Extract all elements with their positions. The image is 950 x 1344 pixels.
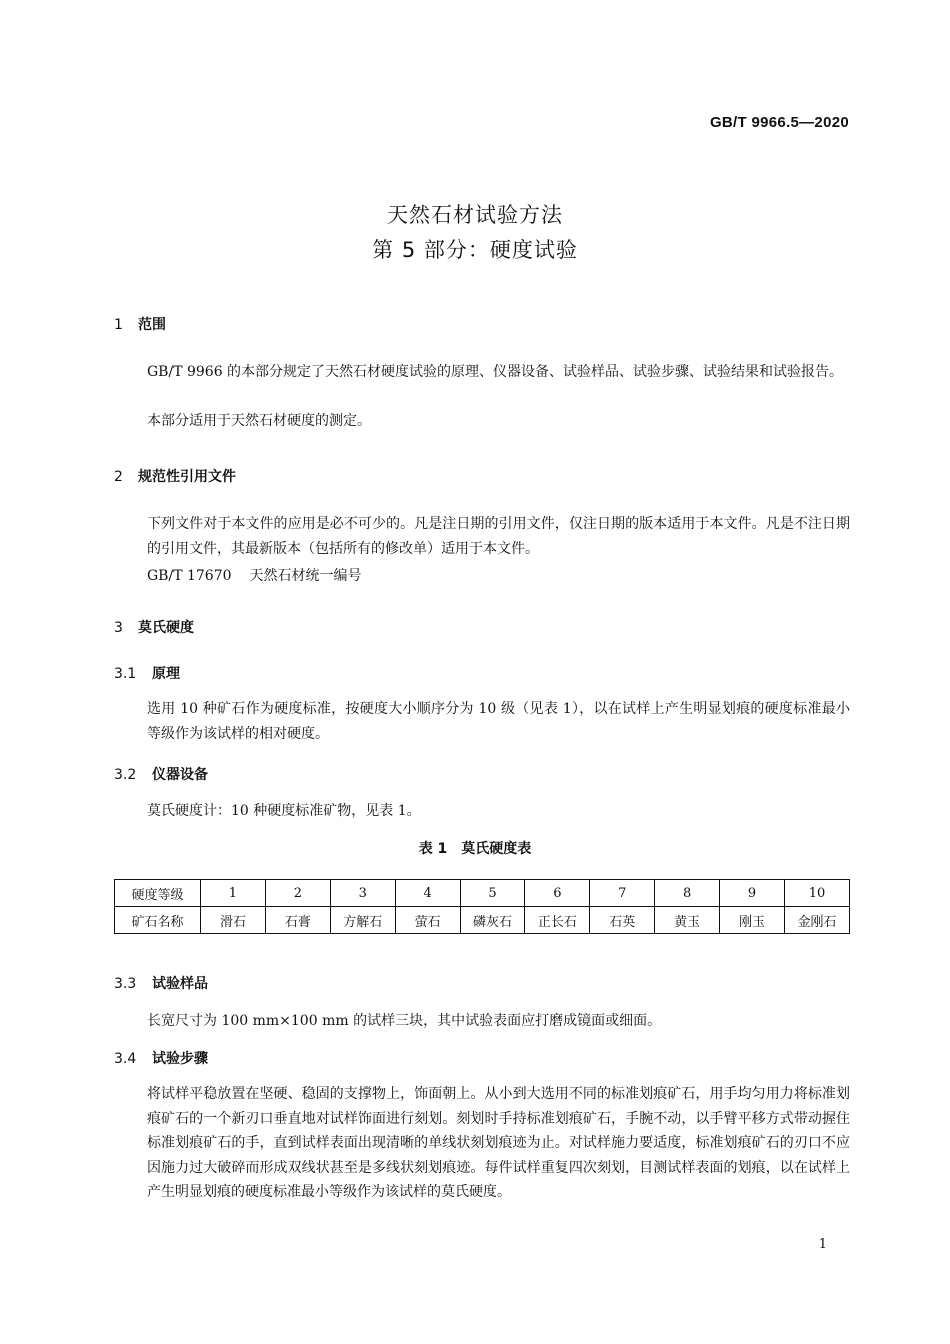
mineral-cell: 磷灰石 — [460, 907, 525, 934]
section-title: 范围 — [138, 317, 166, 333]
section-title: 试验样品 — [152, 976, 208, 992]
section-1-paragraph-2: 本部分适用于天然石材硬度的测定。 — [147, 413, 371, 429]
grade-cell: 8 — [655, 880, 720, 907]
section-3-heading — [114, 617, 194, 637]
table-row-grades — [115, 880, 850, 907]
grade-cell: 7 — [590, 880, 655, 907]
mineral-cell: 方解石 — [330, 907, 395, 934]
section-3-3-paragraph: 长宽尺寸为 100 mm×100 mm 的试样三块，其中试验表面应打磨成镜面或细面。 — [147, 1013, 662, 1029]
section-number: 2 — [114, 469, 123, 485]
mineral-cell: 正长石 — [525, 907, 590, 934]
section-number: 1 — [114, 317, 123, 333]
mineral-cell: 刚玉 — [720, 907, 785, 934]
section-number: 3 — [114, 620, 123, 636]
grade-cell: 9 — [720, 880, 785, 907]
section-3-4-heading — [114, 1048, 208, 1068]
mineral-cell: 萤石 — [395, 907, 460, 934]
table-caption: 表 1 莫氏硬度表 — [418, 841, 532, 857]
grade-cell: 10 — [785, 880, 850, 907]
document-title: 天然石材试验方法 — [387, 203, 563, 227]
section-3-1-heading — [114, 663, 180, 683]
section-3-2-paragraph: 莫氏硬度计：10 种硬度标准矿物，见表 1。 — [147, 803, 421, 819]
section-1-paragraph-1: GB/T 9966 的本部分规定了天然石材硬度试验的原理、仪器设备、试验样品、试验步骤、试验结果和试验报告。 — [147, 364, 844, 380]
normative-reference — [147, 565, 362, 585]
grade-cell: 2 — [265, 880, 330, 907]
section-title: 仪器设备 — [152, 767, 208, 783]
reference-title: 天然石材统一编号 — [249, 568, 362, 584]
section-3-3-heading — [114, 973, 208, 993]
mineral-cell: 黄玉 — [655, 907, 720, 934]
grade-cell: 3 — [330, 880, 395, 907]
grade-cell: 5 — [460, 880, 525, 907]
grade-cell: 1 — [201, 880, 266, 907]
section-1-heading — [114, 314, 166, 334]
mineral-cell: 石膏 — [265, 907, 330, 934]
section-title: 规范性引用文件 — [138, 469, 236, 485]
standard-number: GB/T 9966.5—2020 — [709, 114, 849, 131]
page-number: 1 — [818, 1237, 827, 1252]
section-3-2-heading — [114, 764, 208, 784]
grade-cell: 6 — [525, 880, 590, 907]
section-number: 3.4 — [114, 1051, 137, 1067]
mineral-cell: 滑石 — [201, 907, 266, 934]
document-subtitle: 第 5 部分：硬度试验 — [372, 238, 578, 262]
section-title: 试验步骤 — [152, 1051, 208, 1067]
reference-code: GB/T 17670 — [147, 568, 232, 584]
section-3-1-paragraph: 选用 10 种矿石作为硬度标准，按硬度大小顺序分为 10 级（见表 1），以在试样上产生明显划痕的硬度标准最小等级作为该试样的相对硬度。 — [147, 701, 850, 742]
section-number: 3.1 — [114, 666, 137, 682]
mineral-cell: 金刚石 — [785, 907, 850, 934]
grade-cell: 4 — [395, 880, 460, 907]
section-number: 3.2 — [114, 767, 137, 783]
section-2-paragraph-1: 下列文件对于本文件的应用是必不可少的。凡是注日期的引用文件，仅注日期的版本适用于本文件。凡是不注日期的引用文件，其最新版本（包括所有的修改单）适用于本文件。 — [147, 516, 850, 557]
section-title: 原理 — [152, 666, 180, 682]
section-number: 3.3 — [114, 976, 137, 992]
mineral-cell: 石英 — [590, 907, 655, 934]
row-header-mineral: 矿石名称 — [115, 907, 201, 934]
section-3-4-paragraph: 将试样平稳放置在坚硬、稳固的支撑物上，饰面朝上。从小到大选用不同的标准划痕矿石，用手均匀用力将标准划痕矿石的一个新刃口垂直地对试样饰面进行刻划。刻划时手持标准划痕矿石，手腕不动，以手臂平移方式带动握住标准划痕矿石的手，直到试样表面出现清晰的单线状刻划痕迹为止。对试样施力要适度，标准划痕矿石的刃口不应因施力过大破碎而形成双线状甚至是多线状刻划痕迹。每件试样重复四次刻划，目测试样表面的划痕，以在试样上产生明显划痕的硬度标准最小等级作为该试样的莫氏硬度。 — [147, 1086, 850, 1200]
section-title: 莫氏硬度 — [138, 620, 194, 636]
table-row-minerals — [115, 907, 850, 934]
section-2-heading — [114, 466, 236, 486]
row-header-grade: 硬度等级 — [115, 880, 201, 907]
mohs-hardness-table — [114, 879, 850, 934]
